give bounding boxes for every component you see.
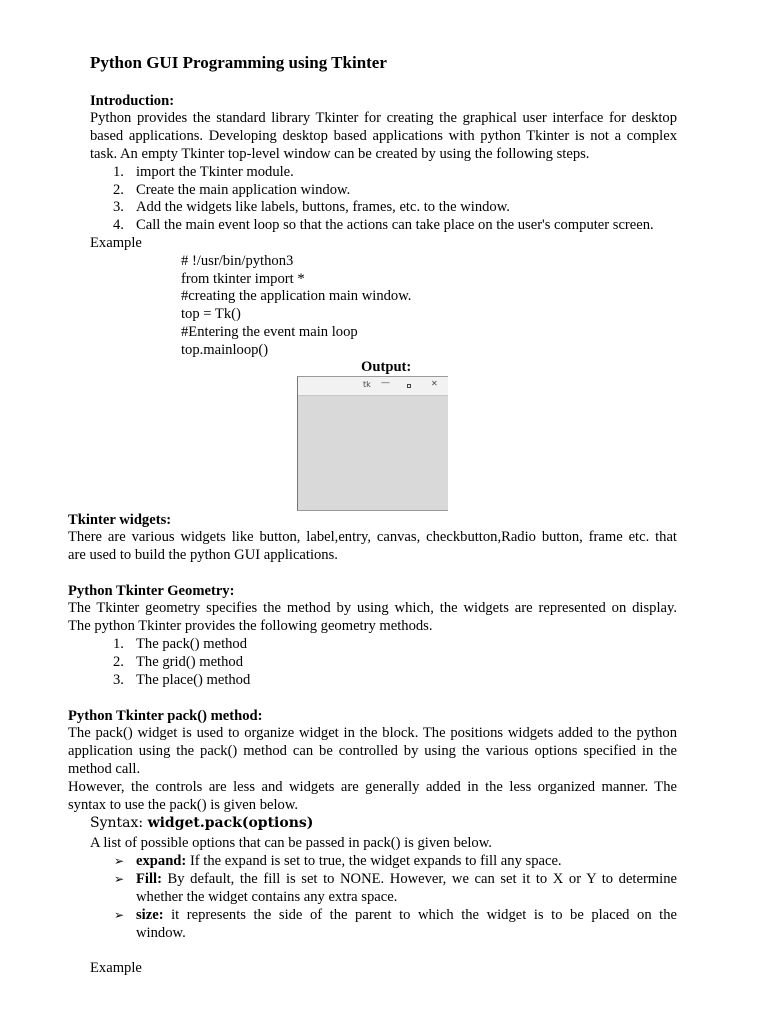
minimize-icon: —	[381, 378, 390, 388]
code-line: from tkinter import *	[181, 271, 305, 287]
pack-heading: Python Tkinter pack() method:	[68, 708, 263, 724]
method-number: 1.	[113, 636, 124, 652]
intro-paragraph-line: based applications. Developing desktop based applications with python Tkinter is not a complex	[90, 128, 677, 144]
method-text: The place() method	[136, 672, 251, 688]
step-number: 2.	[113, 182, 124, 198]
code-line: top = Tk()	[181, 306, 241, 322]
code-line: #Entering the event main loop	[181, 324, 358, 340]
code-line: top.mainloop()	[181, 342, 269, 358]
widgets-paragraph-line: are used to build the python GUI applications.	[68, 547, 338, 563]
intro-paragraph-line: Python provides the standard library Tkinter for creating the graphical user interface for desktop	[90, 110, 677, 126]
tk-title-bar	[298, 377, 448, 396]
code-line: #creating the application main window.	[181, 288, 412, 304]
option-description: window.	[136, 925, 186, 941]
output-label: Output:	[361, 359, 412, 375]
option-description: whether the widget contains any extra space.	[136, 889, 398, 905]
example-label: Example	[90, 235, 142, 251]
options-intro: A list of possible options that can be passed in pack() is given below.	[90, 835, 492, 851]
arrow-bullet-icon: ➢	[114, 908, 125, 922]
option-description: it represents the side of the parent to which the widget is to be placed on the	[171, 907, 677, 923]
step-text: Call the main event loop so that the actions can take place on the user's computer screen.	[136, 217, 654, 233]
code-line: # !/usr/bin/python3	[181, 253, 294, 269]
geometry-paragraph-line: The Tkinter geometry specifies the method by using which, the widgets are represented on display.	[68, 600, 677, 616]
pack-paragraph-line: method call.	[68, 761, 141, 777]
geometry-heading: Python Tkinter Geometry:	[68, 583, 235, 599]
example-label-2: Example	[90, 960, 142, 976]
close-icon: ✕	[431, 379, 438, 388]
step-text: Create the main application window.	[136, 182, 351, 198]
method-text: The pack() method	[136, 636, 248, 652]
widgets-heading: Tkinter widgets:	[68, 512, 172, 528]
option-name: expand:	[136, 853, 187, 869]
method-text: The grid() method	[136, 654, 243, 670]
widgets-paragraph-line: There are various widgets like button, label,entry, canvas, checkbutton,Radio button, frame etc. that	[68, 529, 677, 545]
option-name: size:	[136, 907, 164, 923]
option-description: If the expand is set to true, the widget expands to fill any space.	[189, 853, 562, 869]
geometry-paragraph-line: The python Tkinter provides the following geometry methods.	[68, 618, 433, 634]
pack-paragraph-line: However, the controls are less and widgets are generally added in the less organized manner. The	[68, 779, 677, 795]
intro-paragraph-line: task. An empty Tkinter top-level window can be created by using the following steps.	[90, 146, 590, 162]
syntax-label: Syntax:	[90, 815, 144, 831]
step-number: 1.	[113, 164, 124, 180]
step-text: Add the widgets like labels, buttons, frames, etc. to the window.	[136, 199, 510, 215]
arrow-bullet-icon: ➢	[114, 872, 125, 886]
pack-paragraph-line: syntax to use the pack() is given below.	[68, 797, 299, 813]
method-number: 3.	[113, 672, 124, 688]
intro-heading: Introduction:	[90, 93, 175, 109]
pack-paragraph-line: application using the pack() method can be controlled by using the various options specified in the	[68, 743, 677, 759]
tk-window-title: tk	[363, 380, 371, 389]
pack-paragraph-line: The pack() widget is used to organize widget in the block. The positions widgets added to the python	[68, 725, 677, 741]
step-text: import the Tkinter module.	[136, 164, 294, 180]
option-name: Fill:	[136, 871, 162, 887]
syntax-code: widget.pack(options)	[147, 815, 314, 831]
step-number: 3.	[113, 199, 124, 215]
option-description: By default, the fill is set to NONE. However, we can set it to X or Y to determine	[167, 871, 677, 887]
maximize-icon	[407, 384, 411, 388]
tk-window-screenshot	[297, 376, 448, 511]
method-number: 2.	[113, 654, 124, 670]
page-title: Python GUI Programming using Tkinter	[90, 53, 387, 72]
arrow-bullet-icon: ➢	[114, 854, 125, 868]
step-number: 4.	[113, 217, 124, 233]
